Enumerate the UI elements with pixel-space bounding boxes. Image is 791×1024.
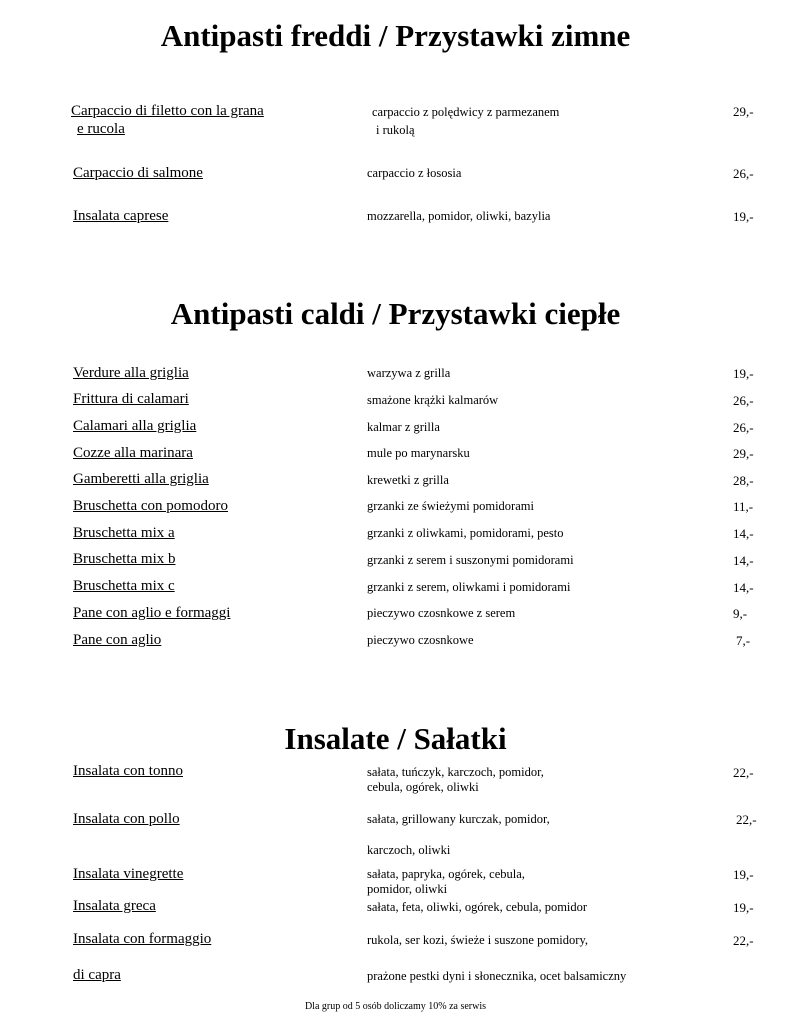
dish-description: sałata, feta, oliwki, ogórek, cebula, pomidor (367, 900, 588, 914)
dish-description: sałata, papryka, ogórek, cebula, (367, 867, 525, 881)
dish-price: 19,- (733, 209, 754, 224)
dish-name: Frittura di calamari (73, 391, 189, 407)
dish-name: Carpaccio di filetto con la grana (71, 103, 264, 119)
dish-price: 9,- (733, 606, 748, 621)
dish-name: Insalata caprese (73, 208, 169, 224)
dish-name: Calamari alla griglia (73, 418, 197, 434)
dish-name: Insalata vinegrette (73, 866, 184, 882)
dish-description: rukola, ser kozi, świeże i suszone pomidory, (367, 933, 589, 947)
dish-description: krewetki z grilla (367, 473, 449, 487)
dish-description: smażone krążki kalmarów (367, 393, 499, 407)
dish-description: pieczywo czosnkowe z serem (367, 606, 516, 620)
dish-name: Bruschetta mix c (73, 578, 175, 594)
dish-price: 22,- (733, 933, 754, 948)
dish-description: kalmar z grilla (367, 420, 440, 434)
dish-name: Bruschetta mix b (73, 551, 176, 567)
dish-name: Bruschetta con pomodoro (73, 498, 228, 514)
dish-price: 26,- (733, 393, 754, 408)
dish-name: Insalata greca (73, 898, 156, 914)
dish-price: 26,- (733, 420, 754, 435)
dish-name: Verdure alla griglia (73, 365, 189, 381)
section-title-hot-starters: Antipasti caldi / Przystawki ciepłe (170, 296, 621, 331)
section-title-cold-starters: Antipasti freddi / Przystawki zimne (160, 18, 631, 53)
dish-description: sałata, tuńczyk, karczoch, pomidor, (367, 765, 544, 779)
dish-description: grzanki z serem i suszonymi pomidorami (367, 553, 574, 567)
dish-price: 14,- (733, 580, 754, 595)
dish-name: Carpaccio di salmone (73, 165, 203, 181)
dish-price: 19,- (733, 900, 754, 915)
dish-name: Insalata con tonno (73, 763, 183, 779)
dish-description-continued: i rukolą (376, 123, 415, 137)
dish-name: Pane con aglio e formaggi (73, 605, 231, 621)
dish-price: 19,- (733, 366, 754, 381)
dish-price: 14,- (733, 553, 754, 568)
dish-price: 7,- (736, 633, 751, 648)
dish-description: grzanki ze świeżymi pomidorami (367, 499, 534, 513)
dish-price: 29,- (733, 446, 754, 461)
section-title-salads: Insalate / Sałatki (284, 721, 507, 756)
dish-description: grzanki z serem, oliwkami i pomidorami (367, 580, 571, 594)
dish-description: mule po marynarsku (367, 446, 470, 460)
dish-description-continued: karczoch, oliwki (367, 843, 451, 857)
dish-price: 29,- (733, 104, 754, 119)
dish-description: warzywa z grilla (367, 366, 451, 380)
dish-description: grzanki z oliwkami, pomidorami, pesto (367, 526, 564, 540)
dish-name: Cozze alla marinara (73, 445, 193, 461)
dish-name: Insalata con pollo (73, 811, 180, 827)
dish-description: carpaccio z polędwicy z parmezanem (372, 105, 560, 119)
dish-description: carpaccio z łososia (367, 166, 462, 180)
dish-description-continued: pomidor, oliwki (367, 882, 448, 896)
dish-name: Pane con aglio (73, 632, 162, 648)
dish-description: mozzarella, pomidor, oliwki, bazylia (367, 209, 551, 223)
dish-description: sałata, grillowany kurczak, pomidor, (367, 812, 550, 826)
dish-name-continued: e rucola (77, 121, 125, 137)
service-charge-note: Dla grup od 5 osób doliczamy 10% za serwis (304, 1001, 487, 1012)
dish-name-continued: di capra (73, 967, 121, 983)
dish-price: 22,- (733, 765, 754, 780)
dish-price: 26,- (733, 166, 754, 181)
dish-price: 28,- (733, 473, 754, 488)
dish-description: pieczywo czosnkowe (367, 633, 474, 647)
dish-price: 14,- (733, 526, 754, 541)
dish-price: 22,- (736, 812, 757, 827)
dish-name: Bruschetta mix a (73, 525, 175, 541)
dish-price: 19,- (733, 867, 754, 882)
dish-description-continued: cebula, ogórek, oliwki (367, 780, 479, 794)
dish-name: Gamberetti alla griglia (73, 471, 209, 487)
dish-name: Insalata con formaggio (73, 931, 212, 947)
dish-price: 11,- (733, 499, 754, 514)
dish-description-continued: prażone pestki dyni i słonecznika, ocet balsamiczny (367, 969, 627, 983)
